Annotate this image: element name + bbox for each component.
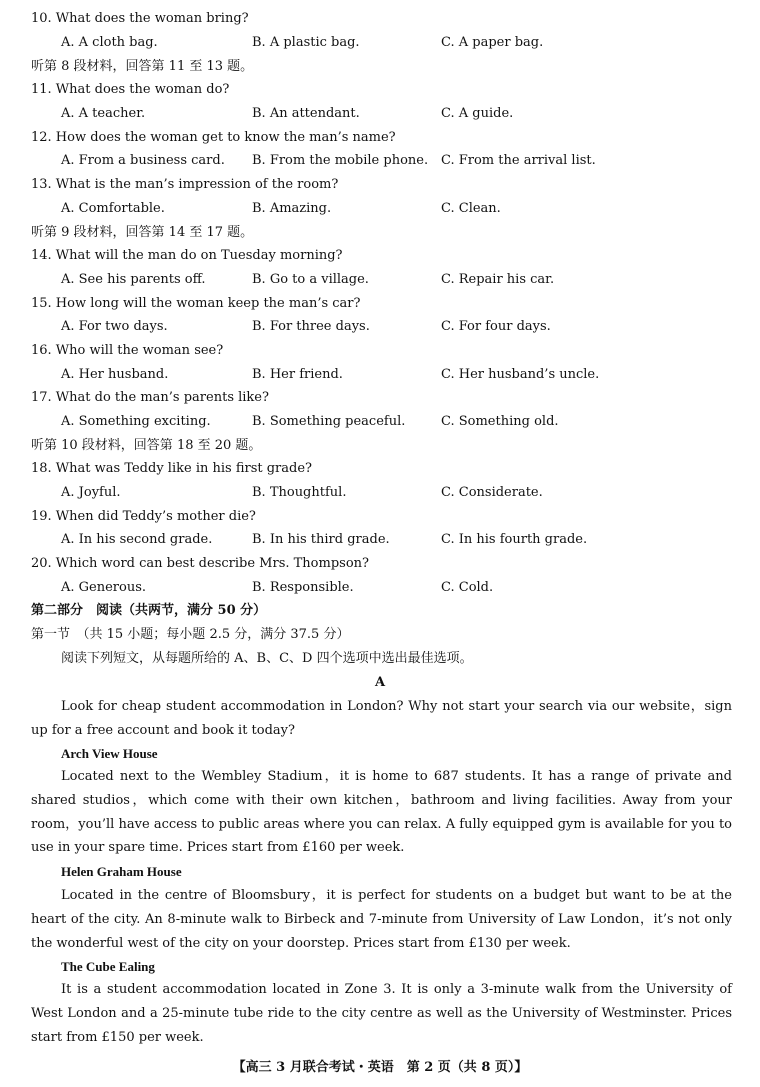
question-17: 17. What do the man’s parents like? [31,390,269,405]
option-a: A. Generous. [61,580,147,595]
option-c: C. In his fourth grade. [441,532,588,547]
option-b: B. Her friend. [252,367,343,382]
house-text-arch-view: Located next to the Wembley Stadium，it is home to 687 students. It has a range of private and shared studios，which come with their own kitchen，bathroom and living facilities. Away from your room，you’ll have access to public areas where you can relax. A fully equipped gym is available for you to use in your spare time. Prices start from £160 per week. [31,769,732,856]
house-text-cube-ealing: It is a student accommodation located in Zone 3. It is only a 3-minute walk from the University of West London and a 25-minute tube ride to the city centre as well as the University of Westminster. Prices start from £150 per week. [31,982,732,1045]
house-text-helen-graham: Located in the centre of Bloomsbury，it is perfect for students on a budget but want to be at the heart of the city. An 8-minute walk to Birbeck and 7-minute from University of Law London，it’s not only the wonderful west of the city on your doorstep. Prices start from £130 per week. [31,888,732,951]
option-c: C. Repair his car. [441,272,555,287]
section-9-instruction: 听第 9 段材料，回答第 14 至 17 题。 [31,225,254,240]
option-c: C. A paper bag. [441,35,544,50]
options-20 [61,580,741,596]
option-b: B. For three days. [252,319,370,334]
question-14: 14. What will the man do on Tuesday morning? [31,248,343,263]
option-a: A. In his second grade. [61,532,213,547]
option-c: C. Something old. [441,414,559,429]
house-heading-arch-view: Arch View House [61,746,158,761]
option-b: B. A plastic bag. [252,35,360,50]
passage-letter: A [374,675,386,690]
question-20: 20. Which word can best describe Mrs. Thompson? [31,556,369,571]
passage-intro: Look for cheap student accommodation in London? Why not start your search via our website，sign up for a free account and book it today? [31,699,732,738]
option-a: A. Joyful. [61,485,121,500]
option-c: C. From the arrival list. [441,153,596,168]
page-footer: 【高三 3 月联合考试・英语 第 2 页（共 8 页）】 [232,1060,528,1075]
section-10-instruction: 听第 10 段材料，回答第 18 至 20 题。 [31,438,262,453]
option-b: B. Thoughtful. [252,485,347,500]
options-12 [61,153,741,169]
question-19: 19. When did Teddy’s mother die? [31,509,256,524]
options-18 [61,485,741,501]
options-19 [61,532,741,548]
option-a: A. Comfortable. [61,201,165,216]
option-b: B. An attendant. [252,106,360,121]
option-a: A. A teacher. [61,106,146,121]
question-11: 11. What does the woman do? [31,82,230,97]
house-heading-helen-graham: Helen Graham House [61,864,182,879]
options-17 [61,414,741,430]
option-c: C. Considerate. [441,485,543,500]
part2-instruction: 阅读下列短文，从每题所给的 A、B、C、D 四个选项中选出最佳选项。 [61,651,473,666]
option-a: A. A cloth bag. [61,35,158,50]
question-15: 15. How long will the woman keep the man’s car? [31,296,361,311]
option-c: C. Clean. [441,201,501,216]
option-c: C. A guide. [441,106,514,121]
option-a: A. For two days. [61,319,168,334]
part2-section1: 第一节 （共 15 小题；每小题 2.5 分，满分 37.5 分） [31,627,350,642]
section-8-instruction: 听第 8 段材料，回答第 11 至 13 题。 [31,59,254,74]
option-b: B. Go to a village. [252,272,369,287]
option-c: C. Her husband’s uncle. [441,367,600,382]
question-16: 16. Who will the woman see? [31,343,224,358]
house-heading-cube-ealing: The Cube Ealing [61,959,155,974]
question-13: 13. What is the man’s impression of the room? [31,177,339,192]
options-15 [61,319,741,335]
option-b: B. Something peaceful. [252,414,406,429]
option-c: C. For four days. [441,319,551,334]
option-a: A. From a business card. [61,153,225,168]
option-a: A. Her husband. [61,367,169,382]
option-c: C. Cold. [441,580,494,595]
option-b: B. In his third grade. [252,532,390,547]
options-13 [61,201,741,217]
options-14 [61,272,741,288]
option-b: B. Amazing. [252,201,332,216]
options-10 [61,35,741,51]
question-10: 10. What does the woman bring? [31,11,249,26]
question-12: 12. How does the woman get to know the man’s name? [31,130,396,145]
options-16 [61,367,741,383]
option-a: A. See his parents off. [61,272,206,287]
option-a: A. Something exciting. [61,414,211,429]
options-11 [61,106,741,122]
option-b: B. From the mobile phone. [252,153,429,168]
part2-title: 第二部分 阅读（共两节，满分 50 分） [31,603,267,618]
option-b: B. Responsible. [252,580,354,595]
question-18: 18. What was Teddy like in his first grade? [31,461,313,476]
